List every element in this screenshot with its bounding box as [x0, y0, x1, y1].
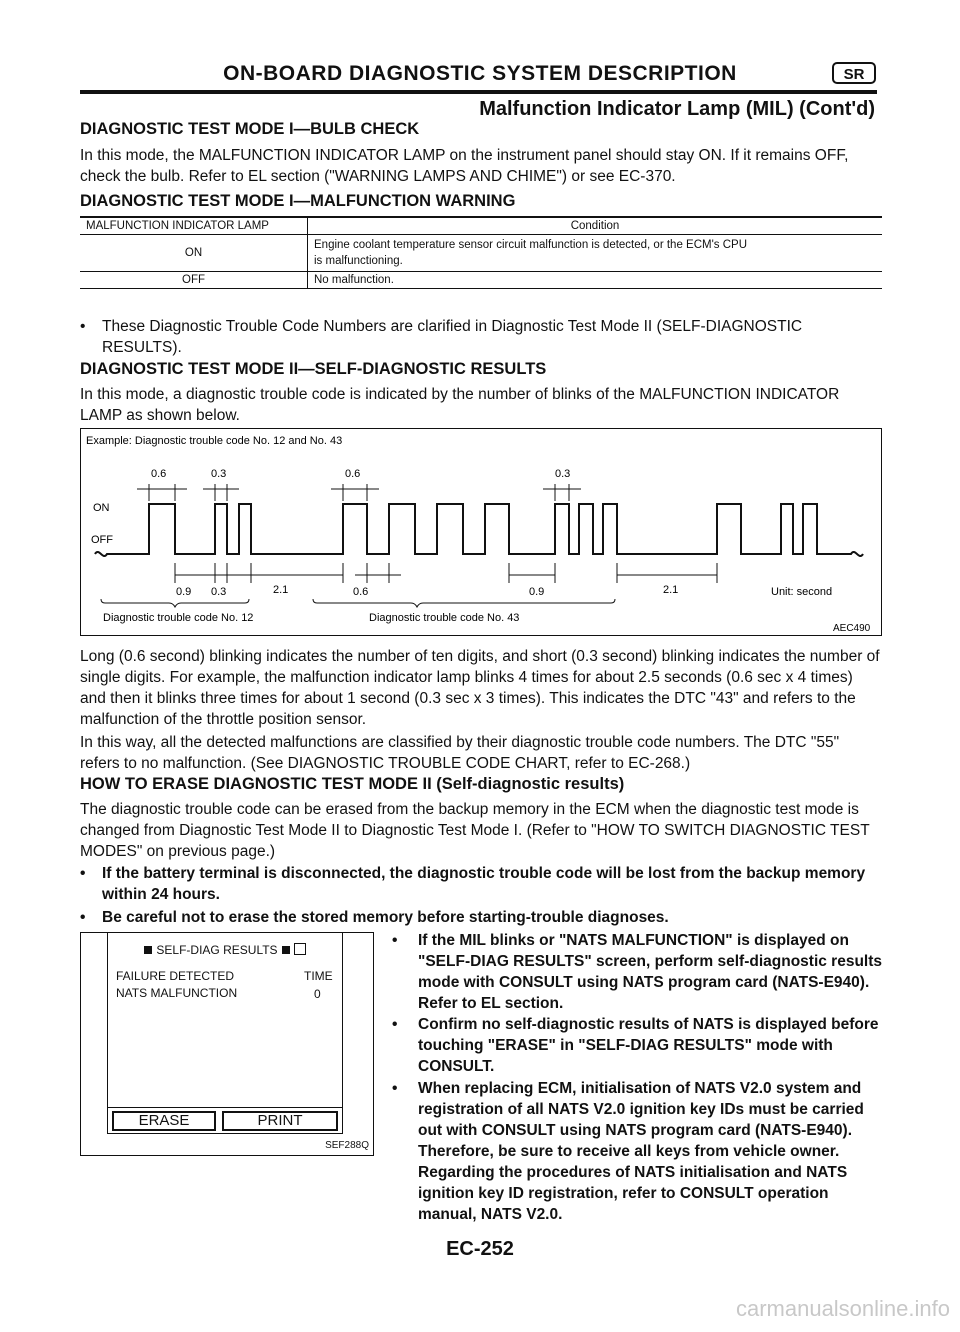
dtc43-label: Diagnostic trouble code No. 43: [369, 612, 520, 624]
nats-bullet-1: If the MIL blinks or "NATS MALFUNCTION" is displayed on "SELF-DIAG RESULTS" screen, perform self-diagnostic results mode with CONSULT using NATS program card (NATS-E940). Refer to EL section.: [418, 932, 883, 1012]
page-number: EC-252: [446, 1238, 514, 1260]
figure-code: AEC490: [833, 623, 871, 634]
col-failure: FAILURE DETECTED: [116, 969, 235, 983]
bullet-text: These Diagnostic Trouble Code Numbers are clarified in Diagnostic Test Mode II (SELF-DIAGNOSTIC RESULTS).: [102, 318, 803, 356]
dim-label: 2.1: [663, 584, 679, 596]
bullet-dot: •: [80, 865, 86, 882]
square-icon: [282, 946, 290, 954]
figure-code: SEF288Q: [325, 1140, 369, 1151]
nats-bullet-3: [418, 1078, 884, 1225]
heading-malfunction-warning: DIAGNOSTIC TEST MODE I—MALFUNCTION WARNING: [80, 192, 516, 210]
consult-title: SELF-DIAG RESULTS: [156, 943, 278, 957]
memory-warning: Be careful not to erase the stored memory before starting-trouble diagnoses.: [102, 909, 669, 926]
print-toggle-icon[interactable]: [294, 943, 306, 955]
nats-bullet-3-keys: Therefore, be sure to receive all keys from vehicle owner.: [418, 1143, 840, 1160]
table-header-condition: Condition: [570, 220, 620, 232]
print-button[interactable]: PRINT: [222, 1111, 338, 1131]
classification-text: In this way, all the detected malfunctions are classified by their diagnostic trouble code numbers. The DTC "55" refers to no malfunction. (See DIAGNOSTIC TROUBLE CODE CHART, refer to EC-268.): [80, 734, 840, 772]
heading-bulb-check: DIAGNOSTIC TEST MODE I—BULB CHECK: [80, 120, 420, 138]
heading-erase: HOW TO ERASE DIAGNOSTIC TEST MODE II (Self-diagnostic results): [80, 775, 625, 793]
section-badge: SR: [832, 62, 876, 84]
diagram-example: Example: Diagnostic trouble code No. 12 and No. 43: [86, 435, 343, 447]
dim-label: 0.9: [529, 586, 545, 598]
dtc12-label: Diagnostic trouble code No. 12: [103, 612, 254, 624]
dim-label: 0.3: [211, 586, 227, 598]
bullet-dot: •: [392, 932, 398, 949]
heading-self-diagnostic: DIAGNOSTIC TEST MODE II—SELF-DIAGNOSTIC RESULTS: [80, 360, 547, 378]
bullet-dot: •: [80, 909, 86, 926]
dim-label: 0.6: [353, 586, 369, 598]
nats-bullet-3-procedure: Regarding the procedures of NATS initialisation and NATS ignition key ID registration, refer to CONSULT operation manual, NATS V2.0.: [418, 1164, 848, 1223]
consult-screen: [107, 933, 343, 1134]
label-on: ON: [93, 502, 110, 514]
table-cell-state: OFF: [80, 272, 308, 289]
button-divider: [108, 1107, 342, 1108]
waveform-line: [95, 504, 863, 556]
dim-label: 0.6: [345, 468, 361, 480]
dim-label: 0.3: [555, 468, 571, 480]
erase-button[interactable]: ERASE: [112, 1111, 216, 1131]
page-title: ON-BOARD DIAGNOSTIC SYSTEM DESCRIPTION: [223, 62, 737, 85]
table-cell-state: ON: [80, 235, 308, 272]
bottom-dimensions: [101, 563, 717, 607]
dim-label: 2.1: [273, 584, 289, 596]
bulb-check-text: In this mode, the MALFUNCTION INDICATOR LAMP on the instrument panel should stay ON. If it remains OFF, check the bulb. Refer to EL section ("WARNING LAMPS AND CHIME") or see EC-370.: [80, 147, 849, 185]
top-dimensions: [137, 484, 581, 501]
consult-title-row: [108, 943, 342, 957]
long-short-text: Long (0.6 second) blinking indicates the number of ten digits, and short (0.3 second) blinking indicates the number of single digits. For example, the malfunction indicator lamp blinks 4 times for about 2.5 seconds (0.6 sec x 4 times) and then it blinks three times for about 1 second (0.3 sec x 3 times). This indicates the DTC "43" and refers to the malfunction of the throttle position sensor.: [80, 648, 880, 728]
header-rule: [80, 90, 877, 94]
col-time: TIME: [304, 969, 333, 983]
condition-line: Engine coolant temperature sensor circuit malfunction is detected, or the ECM's CPU: [314, 239, 748, 251]
consult-screen-figure: [80, 932, 374, 1156]
table-cell-condition: No malfunction.: [314, 274, 394, 286]
nats-bullet-3-main: When replacing ECM, initialisation of NATS V2.0 system and registration of all NATS V2.0 ignition key IDs must be carried out with CONSULT using NATS program card (NATS-E940).: [418, 1080, 864, 1139]
label-off: OFF: [91, 534, 113, 546]
bullet-dot: •: [392, 1016, 398, 1033]
square-icon: [144, 946, 152, 954]
battery-warning: If the battery terminal is disconnected, the diagnostic trouble code will be lost from the backup memory within 24 hours.: [102, 865, 866, 903]
result-item: NATS MALFUNCTION: [116, 986, 238, 1000]
result-time: 0: [314, 987, 321, 1001]
dim-label: 0.9: [176, 586, 192, 598]
blink-waveform: [81, 429, 881, 635]
bullet-dot: •: [392, 1080, 398, 1097]
table-header-mil: MALFUNCTION INDICATOR LAMP: [80, 218, 308, 235]
mil-table: [80, 216, 882, 289]
erase-text: The diagnostic trouble code can be erased from the backup memory in the ECM when the diagnostic test mode is changed from Diagnostic Test Mode II to Diagnostic Test Mode I. (Refer to "HOW TO SWITCH DIAGNOSTIC TEST MODES" on previous page.): [80, 801, 870, 860]
condition-line: is malfunctioning.: [314, 255, 403, 267]
nats-bullet-2: Confirm no self-diagnostic results of NATS is displayed before touching "ERASE" in "SELF-DIAG RESULTS" mode with CONSULT.: [418, 1016, 879, 1075]
page-subtitle: Malfunction Indicator Lamp (MIL) (Cont'd): [479, 98, 875, 120]
dim-label: 0.6: [151, 468, 167, 480]
self-diagnostic-text: In this mode, a diagnostic trouble code is indicated by the number of blinks of the MALFUNCTION INDICATOR LAMP as shown below.: [80, 386, 840, 424]
bullet-dot: •: [80, 318, 86, 335]
table-cell-condition: [308, 235, 883, 272]
blink-diagram: [80, 428, 882, 636]
top-labels: [151, 468, 570, 480]
unit-label: Unit: second: [771, 586, 833, 598]
watermark: carmanualsonline.info: [735, 1296, 950, 1321]
bottom-labels: [103, 584, 871, 634]
dim-label: 0.3: [211, 468, 227, 480]
